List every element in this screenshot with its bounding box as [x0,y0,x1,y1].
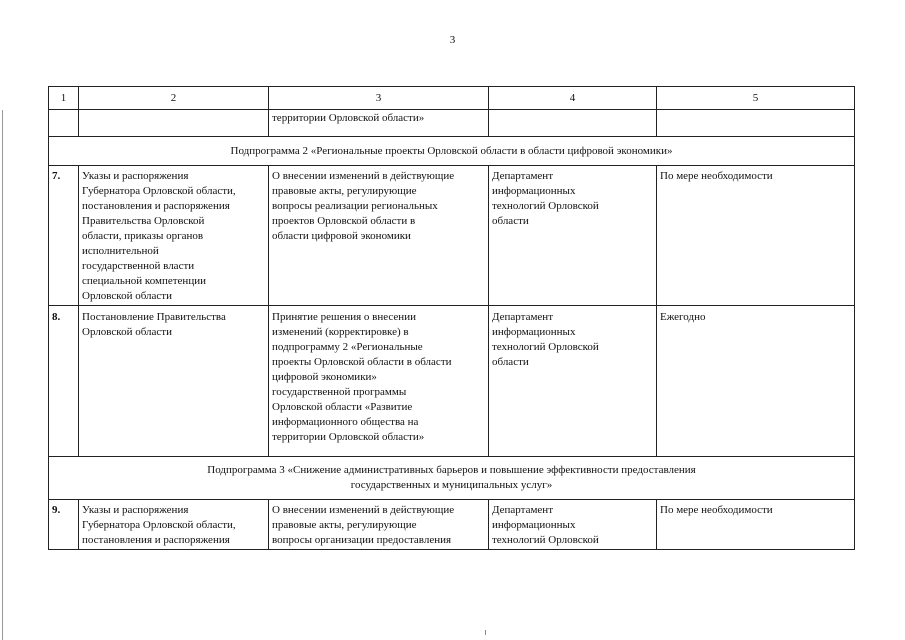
row-number-cell [49,110,79,137]
content-cell: Принятие решения о внесении изменений (корректировке) в подпрограмму 2 «Региональные проекты Орловской области в области цифровой экономики» государственной программы Орловской области «Развитие информационного общества на территории Орловской области» [269,306,489,457]
table-row-continuation [49,110,855,137]
column-number-2: 2 [79,87,269,110]
column-number-4: 4 [489,87,657,110]
row-number-cell: 7. [49,166,79,306]
document-type-cell: Постановление Правительства Орловской области [79,306,269,457]
document-type-cell: Указы и распоряжения Губернатора Орловской области, постановления и распоряжения Правительства Орловской области, приказы органов исполнительной государственной власти специальной компетенции Орловской области [79,166,269,306]
content-cell: О внесении изменений в действующие правовые акты, регулирующие вопросы реализации региональных проектов Орловской области в области цифровой экономики [269,166,489,306]
document-type-cell: Указы и распоряжения Губернатора Орловской области, постановления и распоряжения [79,500,269,550]
scan-artifact-mark [485,630,486,635]
executor-cell: Департамент информационных технологий Орловской области [489,166,657,306]
deadline-cell: По мере необходимости [657,500,855,550]
subprogram-2-title: Подпрограмма 2 «Региональные проекты Орловской области в области цифровой экономики» [49,137,855,166]
subprogram-3-heading-row [49,457,855,500]
table-row [49,306,855,457]
page-number: 3 [449,34,456,46]
measures-table [48,86,855,550]
column-number-1: 1 [49,87,79,110]
column-number-row [49,87,855,110]
subprogram-2-heading-row [49,137,855,166]
content-cell: О внесении изменений в действующие правовые акты, регулирующие вопросы организации предоставления [269,500,489,550]
document-type-cell [79,110,269,137]
deadline-cell [657,110,855,137]
table-row [49,500,855,550]
executor-cell: Департамент информационных технологий Орловской области [489,306,657,457]
row-number-cell: 9. [49,500,79,550]
table-row [49,166,855,306]
deadline-cell: Ежегодно [657,306,855,457]
subprogram-3-title: Подпрограмма 3 «Снижение административных барьеров и повышение эффективности предоставления государственных и муниципальных услуг» [49,457,855,500]
scan-edge-line [2,110,3,640]
row-number-cell: 8. [49,306,79,457]
content-cell: территории Орловской области» [269,110,489,137]
executor-cell [489,110,657,137]
column-number-5: 5 [657,87,855,110]
deadline-cell: По мере необходимости [657,166,855,306]
executor-cell: Департамент информационных технологий Орловской [489,500,657,550]
column-number-3: 3 [269,87,489,110]
